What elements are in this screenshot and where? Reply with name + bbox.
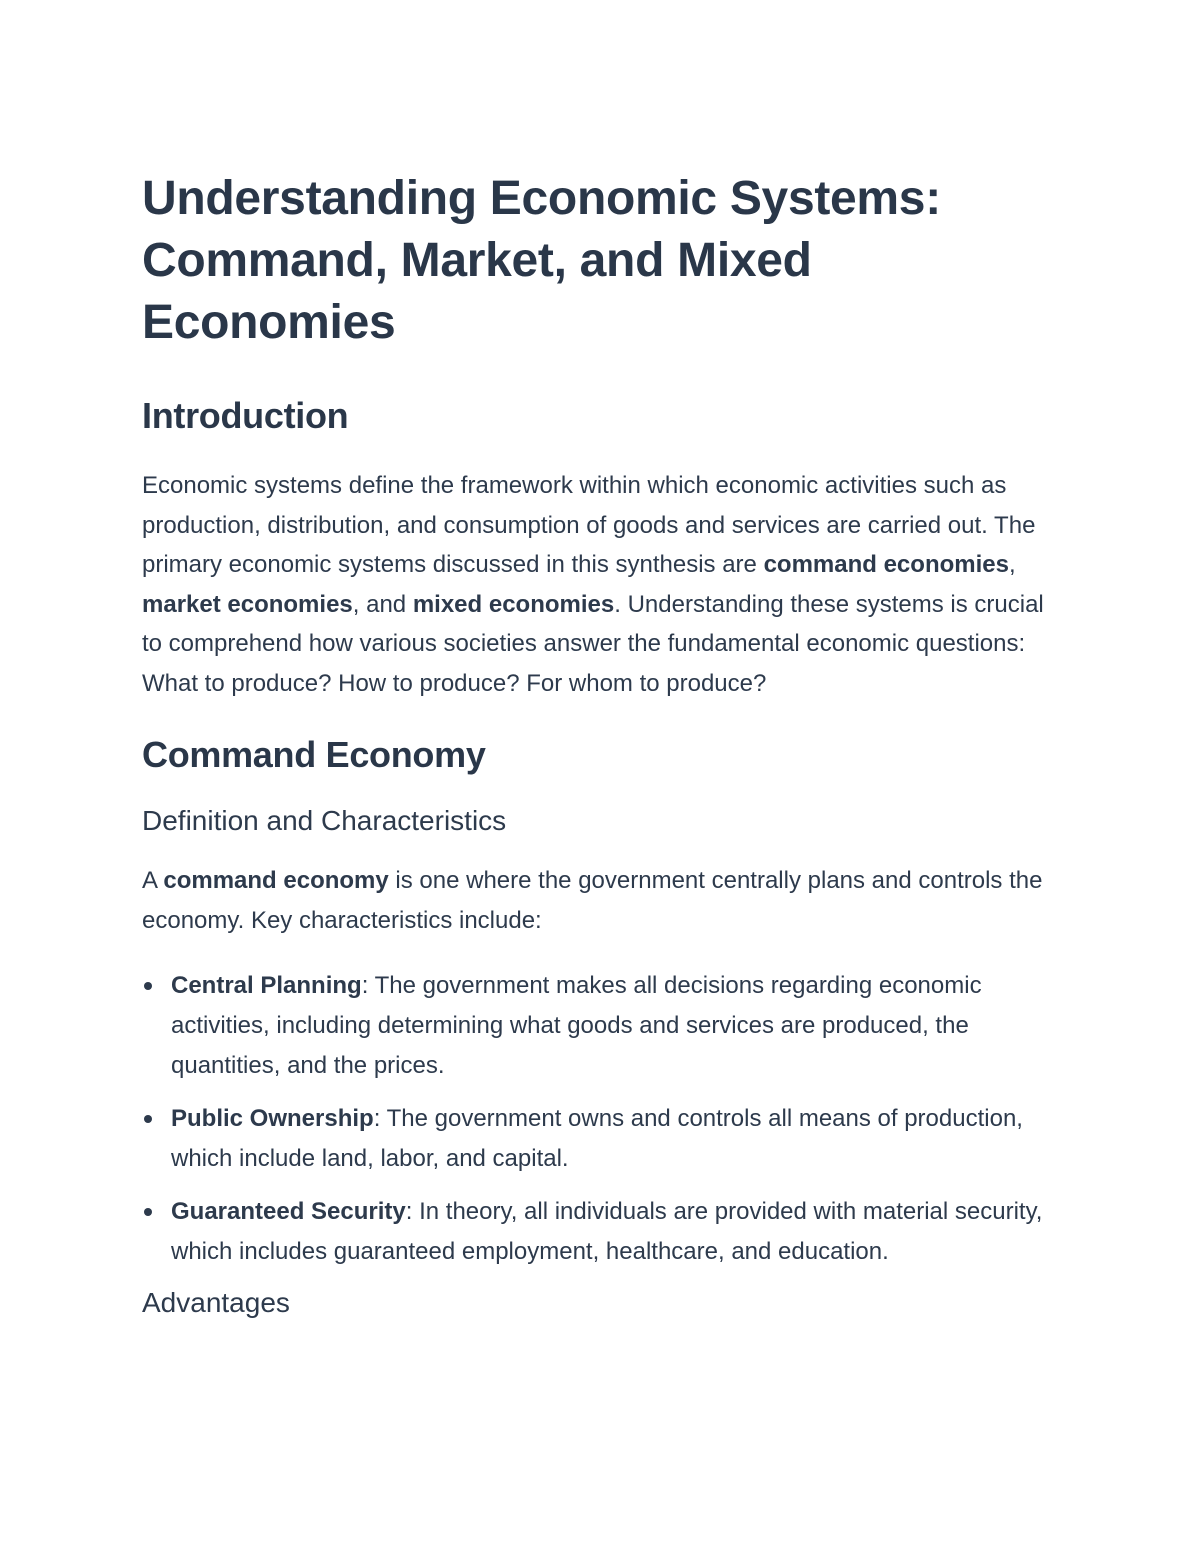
term-command-economies: command economies — [763, 551, 1009, 578]
list-item-text: : The government owns and controls all means of production, which include land, labor, and capital. — [171, 1105, 1023, 1172]
term-command-economy: command economy — [163, 867, 389, 894]
characteristics-list — [142, 966, 1060, 1272]
term-mixed-economies: mixed economies — [412, 590, 615, 618]
list-item-text: : In theory, all individuals are provided with material security, which includes guaranteed employment, healthcare, and education. — [171, 1198, 1043, 1265]
definition-text-start: A — [142, 867, 164, 894]
definition-text-end: is one where the government centrally plans and controls the economy. Key characteristics include: — [142, 867, 1043, 934]
list-item — [142, 1192, 1060, 1272]
list-item-text: : The government makes all decisions regarding economic activities, including determining what goods and services are produced, the quantities, and the prices. — [171, 972, 982, 1079]
introduction-text-start: Economic systems define the framework within which economic activities such as production, distribution, and consumption of goods and services are carried out. The primary economic systems discussed in this synthesis are — [142, 472, 1036, 578]
introduction-text-end: . Understanding these systems is crucial to comprehend how various societies answer the fundamental economic questions: What to produce? How to produce? For whom to produce? — [142, 590, 1044, 697]
advantages-heading: Advantages — [142, 1287, 290, 1318]
list-item — [142, 966, 1060, 1086]
bullet-icon — [144, 982, 152, 990]
list-item-term: Guaranteed Security — [171, 1198, 406, 1225]
separator: , — [1008, 551, 1016, 578]
definition-paragraph — [142, 861, 1060, 940]
definition-heading: Definition and Characteristics — [142, 805, 507, 836]
term-market-economies: market economies — [142, 590, 353, 618]
list-item-term: Central Planning — [171, 972, 362, 999]
command-economy-heading: Command Economy — [142, 734, 486, 775]
list-item-term: Public Ownership — [171, 1105, 374, 1132]
separator: , and — [352, 590, 413, 618]
introduction-heading: Introduction — [142, 395, 349, 436]
list-item — [142, 1099, 1060, 1179]
bullet-icon — [144, 1208, 152, 1216]
bullet-icon — [144, 1115, 152, 1123]
introduction-paragraph — [142, 466, 1060, 703]
document-title: Understanding Economic Systems: Command, Market, and Mixed Economies — [142, 172, 941, 349]
